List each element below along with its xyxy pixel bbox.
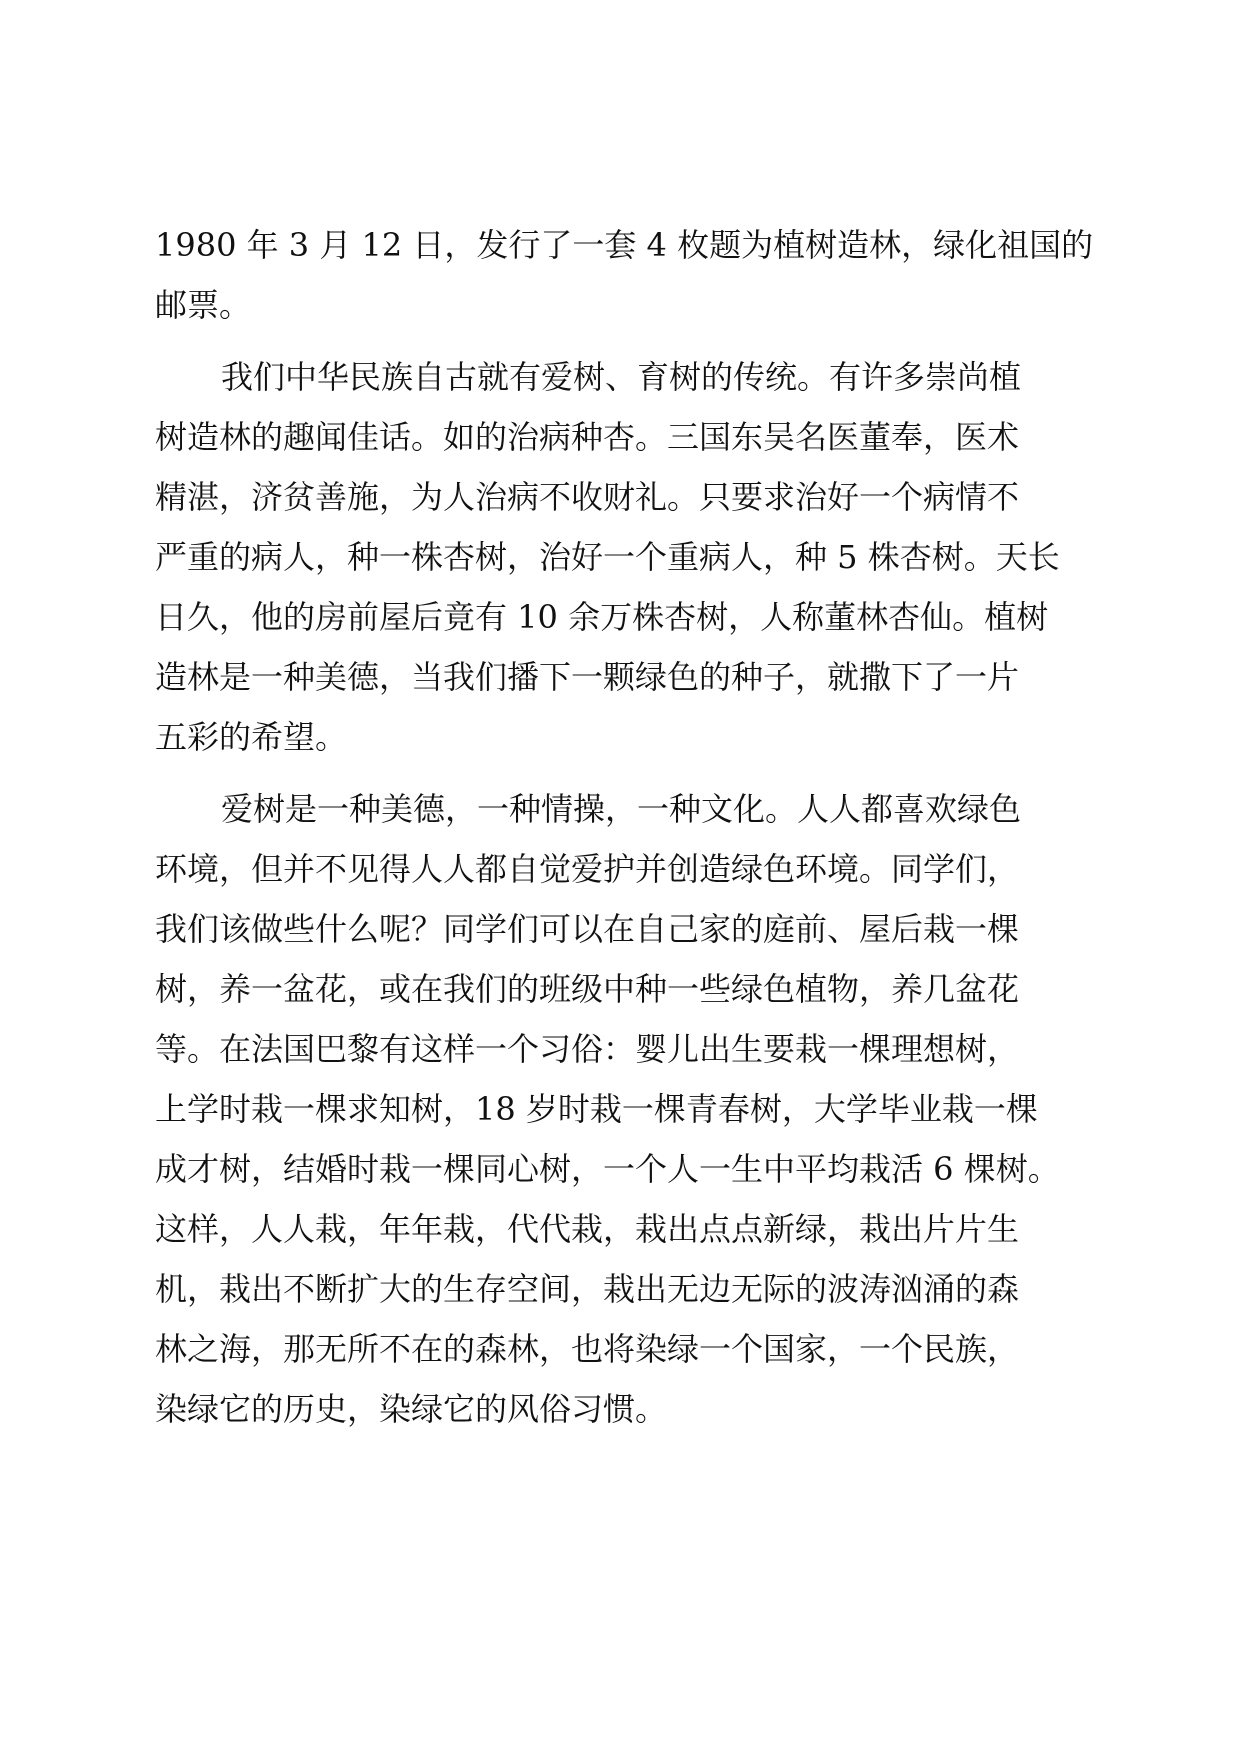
text-line: 我们该做些什么呢？同学们可以在自己家的庭前、屋后栽一棵 [155,910,1020,948]
paragraph-1 [155,215,1094,335]
text-line: 染绿它的历史，染绿它的风俗习惯。 [155,1390,668,1428]
text-line: 严重的病人，种一株杏树，治好一个重病人，种 5 株杏树。天长 [155,538,1060,576]
text-line: 邮票。 [155,286,252,324]
text-line: 成才树，结婚时栽一棵同心树，一个人一生中平均栽活 6 棵树。 [155,1150,1060,1188]
text-line: 树造林的趣闻佳话。如的治病种杏。三国东吴名医董奉，医术 [155,418,1020,456]
text-line: 上学时栽一棵求知树，18 岁时栽一棵青春树，大学毕业栽一棵 [155,1090,1038,1128]
text-line: 这样，人人栽，年年栽，代代栽，栽出点点新绿，栽出片片生 [155,1210,1020,1248]
document-body [155,215,1094,1451]
text-line: 我们中华民族自古就有爱树、育树的传统。有许多崇尚植 [221,358,1022,396]
text-line: 1980 年 3 月 12 日，发行了一套 4 枚题为植树造林，绿化祖国的 [155,226,1094,264]
text-line: 爱树是一种美德，一种情操，一种文化。人人都喜欢绿色 [221,790,1022,828]
text-line: 造林是一种美德，当我们播下一颗绿色的种子，就撒下了一片 [155,658,1020,696]
text-line: 五彩的希望。 [155,718,348,756]
text-line: 环境，但并不见得人人都自觉爱护并创造绿色环境。同学们， [155,850,1020,888]
text-line: 林之海，那无所不在的森林，也将染绿一个国家，一个民族， [155,1330,1020,1368]
text-line: 精湛，济贫善施，为人治病不收财礼。只要求治好一个病情不 [155,478,1020,516]
text-line: 等。在法国巴黎有这样一个习俗：婴儿出生要栽一棵理想树， [155,1030,1020,1068]
text-line: 树，养一盆花，或在我们的班级中种一些绿色植物，养几盆花 [155,970,1020,1008]
text-line: 机，栽出不断扩大的生存空间，栽出无边无际的波涛汹涌的森 [155,1270,1020,1308]
paragraph-3 [155,779,1090,1439]
paragraph-2 [155,347,1090,767]
text-line: 日久，他的房前屋后竟有 10 余万株杏树，人称董林杏仙。植树 [155,598,1049,636]
